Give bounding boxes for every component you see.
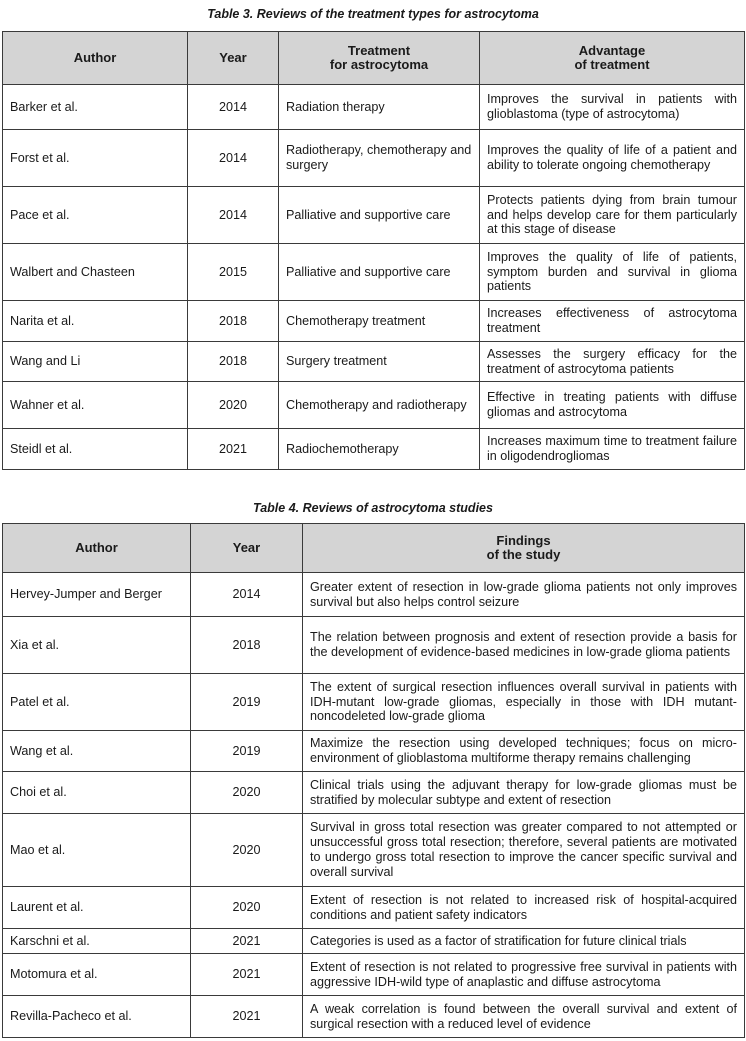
advantage-cell: Protects patients dying from brain tumour and helps develop care for them particularly at this stage of disease bbox=[480, 187, 745, 244]
year-cell: 2018 bbox=[191, 617, 303, 674]
findings-cell: Categories is used as a factor of stratification for future clinical trials bbox=[303, 929, 745, 954]
author-cell: Xia et al. bbox=[3, 617, 191, 674]
header-advantage-line2: of treatment bbox=[574, 57, 650, 72]
advantage-cell: Improves the quality of life of a patient and ability to tolerate ongoing chemotherapy bbox=[480, 130, 745, 187]
header-findings bbox=[303, 524, 745, 573]
year-cell: 2021 bbox=[191, 954, 303, 996]
table-row bbox=[3, 954, 745, 996]
treatment-cell: Palliative and supportive care bbox=[279, 244, 480, 301]
header-advantage bbox=[480, 32, 745, 85]
findings-cell: Survival in gross total resection was greater compared to not attempted or unsuccessful gross total resection; therefore, several patients are motivated to undergo gross total resection to improve the cancer specific survival and overall survival bbox=[303, 814, 745, 887]
treatment-cell: Surgery treatment bbox=[279, 342, 480, 382]
year-cell: 2014 bbox=[188, 85, 279, 130]
author-cell: Wang and Li bbox=[3, 342, 188, 382]
treatment-cell: Radiochemotherapy bbox=[279, 429, 480, 470]
header-year: Year bbox=[191, 524, 303, 573]
year-cell: 2018 bbox=[188, 342, 279, 382]
table-row bbox=[3, 887, 745, 929]
table-row bbox=[3, 772, 745, 814]
table-row bbox=[3, 187, 745, 244]
year-cell: 2021 bbox=[188, 429, 279, 470]
advantage-cell: Increases effectiveness of astrocytoma treatment bbox=[480, 301, 745, 342]
table-row bbox=[3, 573, 745, 617]
header-advantage-line1: Advantage bbox=[578, 42, 646, 58]
treatment-cell: Chemotherapy treatment bbox=[279, 301, 480, 342]
table-row bbox=[3, 731, 745, 772]
treatment-cell: Palliative and supportive care bbox=[279, 187, 480, 244]
table-row bbox=[3, 130, 745, 187]
year-cell: 2019 bbox=[191, 674, 303, 731]
findings-cell: Extent of resection is not related to increased risk of hospital-acquired conditions and patient safety indicators bbox=[303, 887, 745, 929]
table-3-caption: Table 3. Reviews of the treatment types for astrocytoma bbox=[207, 7, 539, 21]
findings-cell: Greater extent of resection in low-grade glioma patients not only improves survival but also helps control seizure bbox=[303, 573, 745, 617]
year-cell: 2021 bbox=[191, 929, 303, 954]
author-cell: Patel et al. bbox=[3, 674, 191, 731]
header-treatment bbox=[279, 32, 480, 85]
header-findings-line1: Findings bbox=[496, 532, 551, 548]
advantage-cell: Improves the quality of life of patients, symptom burden and survival in glioma patients bbox=[480, 244, 745, 301]
author-cell: Motomura et al. bbox=[3, 954, 191, 996]
author-cell: Mao et al. bbox=[3, 814, 191, 887]
author-cell: Steidl et al. bbox=[3, 429, 188, 470]
table-header-row bbox=[3, 524, 745, 573]
findings-cell: The extent of surgical resection influences overall survival in patients with IDH-mutant low-grade gliomas, especially in those with IDH mutant-noncodeleted low-grade glioma bbox=[303, 674, 745, 731]
year-cell: 2019 bbox=[191, 731, 303, 772]
advantage-cell: Assesses the surgery efficacy for the treatment of astrocytoma patients bbox=[480, 342, 745, 382]
table-row bbox=[3, 244, 745, 301]
table-row bbox=[3, 814, 745, 887]
treatment-cell: Radiation therapy bbox=[279, 85, 480, 130]
header-treatment-line1: Treatment bbox=[347, 42, 411, 58]
year-cell: 2020 bbox=[191, 887, 303, 929]
table-row bbox=[3, 429, 745, 470]
findings-cell: Maximize the resection using developed techniques; focus on microenvironment of glioblastoma multiforme therapy remains challenging bbox=[303, 731, 745, 772]
header-year: Year bbox=[188, 32, 279, 85]
treatment-cell: Radiotherapy, chemotherapy and surgery bbox=[279, 130, 480, 187]
findings-cell: The relation between prognosis and extent of resection provide a basis for the development of evidence-based medicines in low-grade glioma patients bbox=[303, 617, 745, 674]
author-cell: Pace et al. bbox=[3, 187, 188, 244]
author-cell: Hervey-Jumper and Berger bbox=[3, 573, 191, 617]
advantage-cell: Effective in treating patients with diffuse gliomas and astrocytoma bbox=[480, 382, 745, 429]
table-row bbox=[3, 674, 745, 731]
year-cell: 2020 bbox=[188, 382, 279, 429]
year-cell: 2021 bbox=[191, 996, 303, 1038]
table-row bbox=[3, 342, 745, 382]
treatment-types-table bbox=[2, 31, 745, 470]
table-row bbox=[3, 996, 745, 1038]
table-row bbox=[3, 301, 745, 342]
year-cell: 2014 bbox=[188, 130, 279, 187]
year-cell: 2020 bbox=[191, 814, 303, 887]
year-cell: 2015 bbox=[188, 244, 279, 301]
author-cell: Revilla-Pacheco et al. bbox=[3, 996, 191, 1038]
header-findings-line2: of the study bbox=[486, 547, 561, 562]
author-cell: Narita et al. bbox=[3, 301, 188, 342]
table-row bbox=[3, 929, 745, 954]
advantage-cell: Increases maximum time to treatment failure in oligodendrogliomas bbox=[480, 429, 745, 470]
table-row bbox=[3, 382, 745, 429]
author-cell: Forst et al. bbox=[3, 130, 188, 187]
header-treatment-line2: for astrocytoma bbox=[329, 57, 429, 72]
findings-cell: Extent of resection is not related to progressive free survival in patients with aggressive IDH-wild type of anaplastic and diffuse astrocytoma bbox=[303, 954, 745, 996]
author-cell: Karschni et al. bbox=[3, 929, 191, 954]
advantage-cell: Improves the survival in patients with glioblastoma (type of astrocytoma) bbox=[480, 85, 745, 130]
findings-cell: A weak correlation is found between the overall survival and extent of surgical resection with a reduced level of evidence bbox=[303, 996, 745, 1038]
table-row bbox=[3, 85, 745, 130]
header-author: Author bbox=[3, 32, 188, 85]
table-row bbox=[3, 617, 745, 674]
table-header-row bbox=[3, 32, 745, 85]
year-cell: 2018 bbox=[188, 301, 279, 342]
author-cell: Barker et al. bbox=[3, 85, 188, 130]
author-cell: Laurent et al. bbox=[3, 887, 191, 929]
header-author: Author bbox=[3, 524, 191, 573]
findings-cell: Clinical trials using the adjuvant therapy for low-grade gliomas must be stratified by molecular subtype and extent of resection bbox=[303, 772, 745, 814]
astrocytoma-studies-table bbox=[2, 523, 745, 1038]
year-cell: 2020 bbox=[191, 772, 303, 814]
author-cell: Wahner et al. bbox=[3, 382, 188, 429]
year-cell: 2014 bbox=[188, 187, 279, 244]
treatment-cell: Chemotherapy and radiotherapy bbox=[279, 382, 480, 429]
year-cell: 2014 bbox=[191, 573, 303, 617]
author-cell: Walbert and Chasteen bbox=[3, 244, 188, 301]
table-4-caption: Table 4. Reviews of astrocytoma studies bbox=[253, 501, 493, 515]
author-cell: Wang et al. bbox=[3, 731, 191, 772]
author-cell: Choi et al. bbox=[3, 772, 191, 814]
